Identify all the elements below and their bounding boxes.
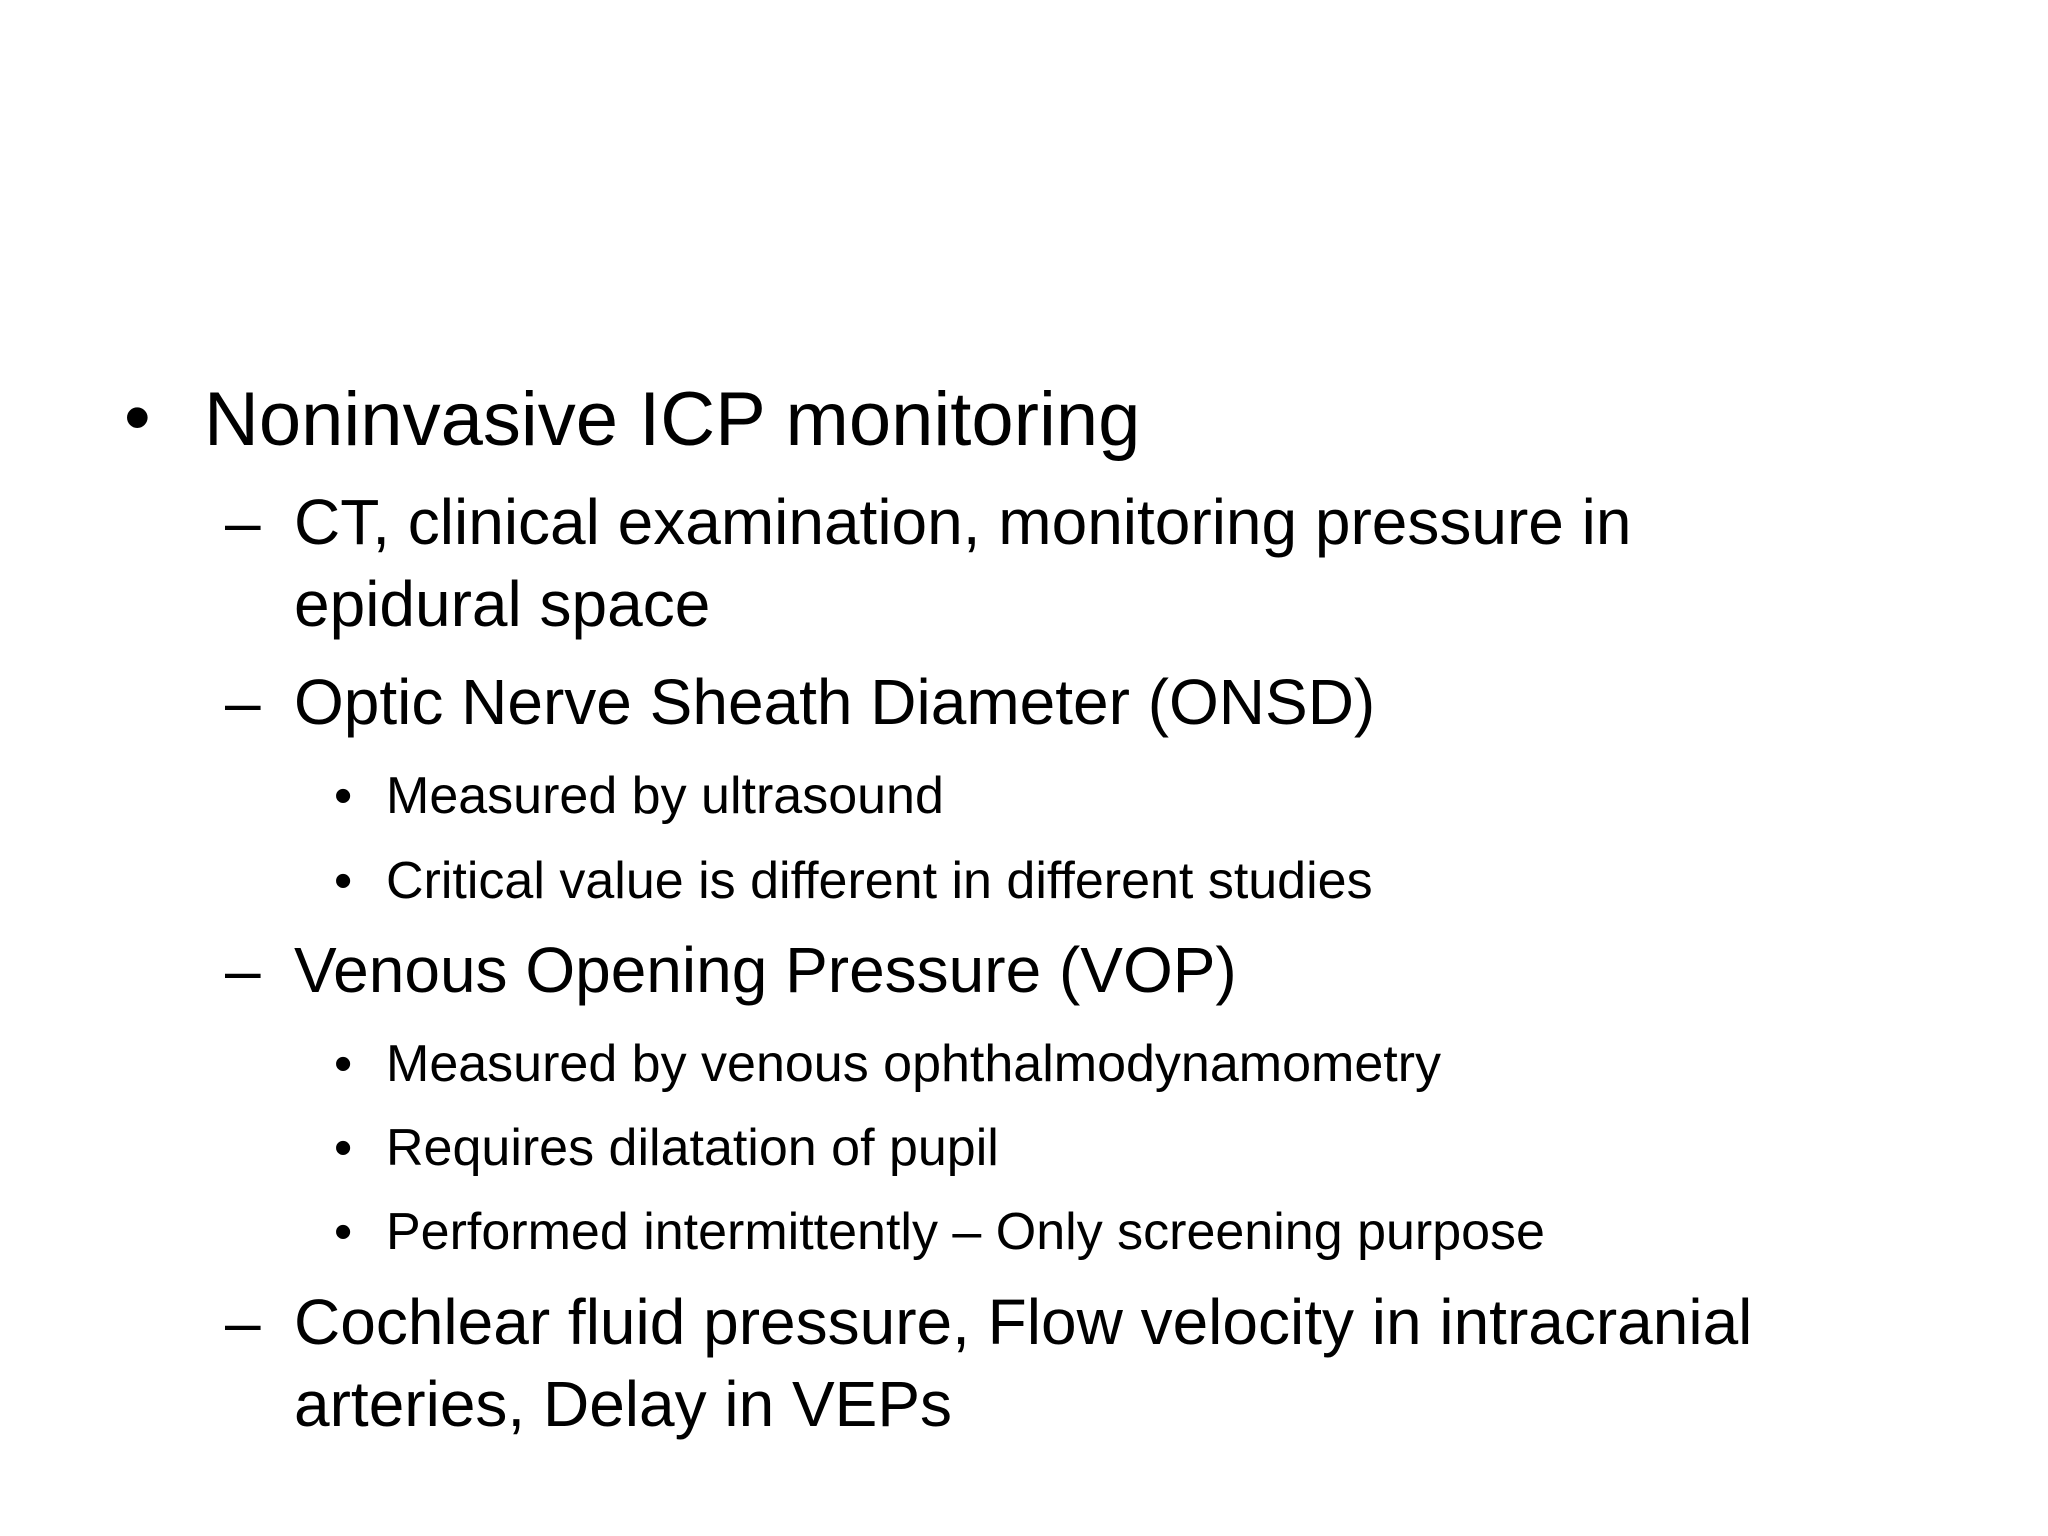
bullet-marker: • xyxy=(124,375,151,460)
bullet-marker: • xyxy=(334,1035,353,1093)
sub-bullet-text-cochlear-line2: arteries, Delay in VEPs xyxy=(294,1368,953,1440)
sub-sub-bullet-text-ultrasound: Measured by ultrasound xyxy=(386,767,944,825)
bullet-marker: • xyxy=(334,1203,353,1261)
sub-bullet-text-ct-line2: epidural space xyxy=(294,568,711,640)
dash-marker: – xyxy=(225,486,261,558)
bullet-marker: • xyxy=(334,767,353,825)
sub-bullet-text-vop: Venous Opening Pressure (VOP) xyxy=(294,934,1237,1006)
sub-bullet-text-ct-line1: CT, clinical examination, monitoring pressure in xyxy=(294,486,1632,558)
dash-marker: – xyxy=(225,934,261,1006)
dash-marker: – xyxy=(225,1286,261,1358)
sub-sub-bullet-text-intermittently: Performed intermittently – Only screening purpose xyxy=(386,1203,1545,1261)
dash-marker: – xyxy=(225,666,261,738)
bullet-marker: • xyxy=(334,852,353,910)
sub-sub-bullet-text-ophthalmodynamometry: Measured by venous ophthalmodynamometry xyxy=(386,1035,1442,1093)
bullet-text-noninvasive-icp: Noninvasive ICP monitoring xyxy=(204,377,1141,462)
sub-bullet-text-onsd: Optic Nerve Sheath Diameter (ONSD) xyxy=(294,666,1376,738)
sub-sub-bullet-text-dilatation: Requires dilatation of pupil xyxy=(386,1119,999,1177)
bullet-marker: • xyxy=(334,1119,353,1177)
sub-bullet-text-cochlear-line1: Cochlear fluid pressure, Flow velocity in intracranial xyxy=(294,1286,1753,1358)
sub-sub-bullet-text-critical-value: Critical value is different in different studies xyxy=(386,852,1373,910)
